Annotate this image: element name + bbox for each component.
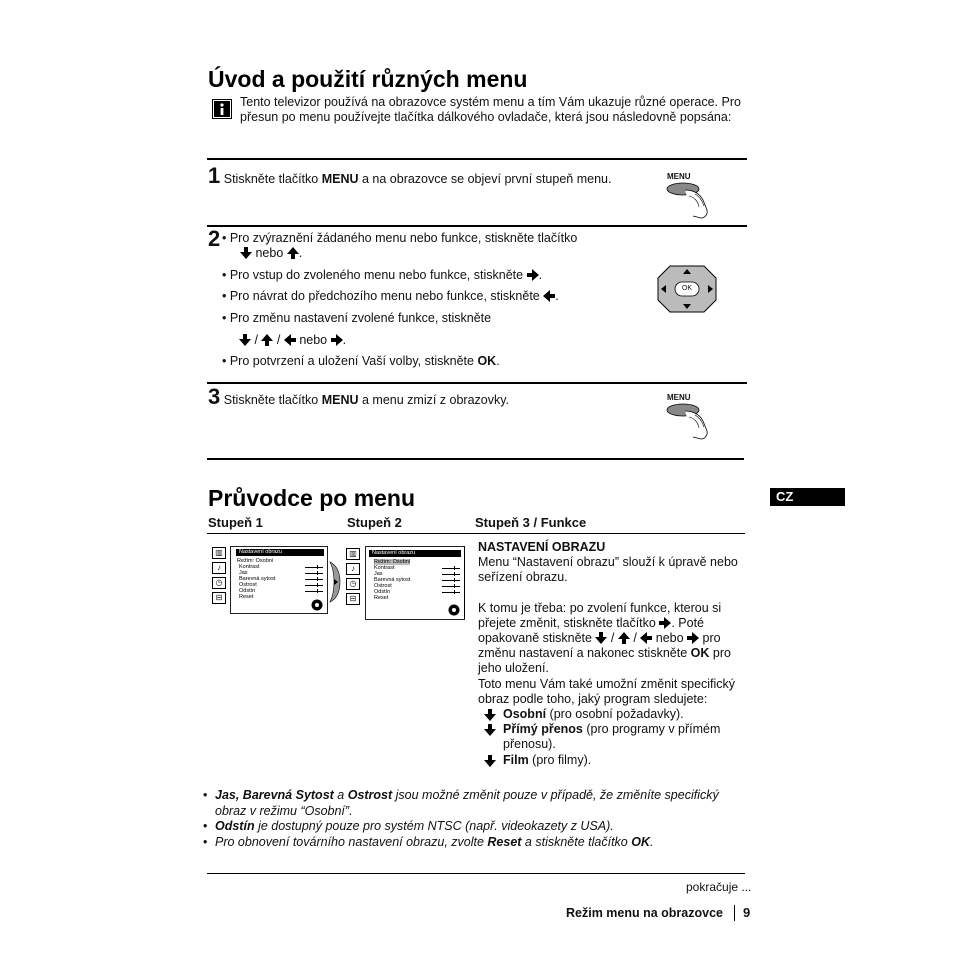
step-number: 2 xyxy=(208,226,221,251)
screen-header: Nastavení obrazu xyxy=(369,550,461,557)
timer-icon: ◷ xyxy=(212,577,226,589)
section-title: Průvodce po menu xyxy=(208,485,416,511)
arrow-right-icon xyxy=(659,617,671,629)
info-icon xyxy=(212,99,232,119)
sound-icon: ♪ xyxy=(346,563,360,575)
arrow-right-icon xyxy=(527,269,539,281)
picture-icon: ▥ xyxy=(346,548,360,560)
step-3 xyxy=(208,386,509,408)
menu-button-illustration xyxy=(665,170,725,230)
menu-screen-level1 xyxy=(230,546,328,614)
step-text: Stiskněte tlačítko MENU a menu zmizí z obrazovky. xyxy=(223,393,510,407)
notes-list xyxy=(203,788,748,850)
menu-label: MENU xyxy=(667,172,691,181)
screen-row: Reset xyxy=(374,595,389,601)
screen-row: Reset xyxy=(239,594,254,600)
joypad-hint-icon xyxy=(311,599,323,611)
column-header-level1: Stupeň 1 xyxy=(208,515,263,530)
arrow-down-icon xyxy=(240,247,252,259)
screen-row: Režim: Osobní xyxy=(237,558,274,564)
step-number: 1 xyxy=(208,163,221,188)
divider xyxy=(207,382,747,384)
step2-bullet-4-arrows: / / nebo . xyxy=(239,333,346,348)
menu-icon-column xyxy=(212,547,226,607)
setup-icon: ⊟ xyxy=(212,592,226,604)
page-number: 9 xyxy=(743,905,751,920)
note-item: • Pro obnovení továrního nastavení obrazu, zvolte Reset a stiskněte tlačítko OK. xyxy=(203,834,654,849)
function-paragraph: Toto menu Vám také umožní změnit specifický obraz podle toho, jaký program sledujete: xyxy=(478,676,736,706)
column-header-level3: Stupeň 3 / Funkce xyxy=(475,515,587,530)
ok-label: OK xyxy=(681,285,693,292)
picture-icon: ▥ xyxy=(212,547,226,559)
arrow-down-icon xyxy=(239,334,251,346)
arrow-right-icon xyxy=(331,334,343,346)
step-number: 3 xyxy=(208,384,221,409)
hand-press-icon xyxy=(665,180,725,230)
footer-section-name: Režim menu na obrazovce xyxy=(566,906,723,920)
arrow-left-icon xyxy=(543,290,555,302)
continues-note: pokračuje ... xyxy=(686,880,752,894)
step-1 xyxy=(208,165,611,187)
intro-text: Tento televizor používá na obrazovce systém menu a tím Vám ukazuje různé operace. Pro přesun po menu používejte tlačítka dálkového ovladače, která jsou následovně popsána: xyxy=(240,95,741,124)
option-item: Osobní (pro osobní požadavky). xyxy=(478,707,748,722)
screen-row: Jas xyxy=(366,571,464,577)
function-paragraph: K tomu je třeba: po zvolení funkce, kterou si přejete změnit, stiskněte tlačítko . Poté opakovaně stiskněte / / nebo pro změnu nastavení a nakonec stiskněte OK pro jeho uložení. xyxy=(478,600,731,676)
arrow-left-icon xyxy=(640,632,652,644)
step2-bullet-5: • Pro potvrzení a uložení Vaší volby, stiskněte OK. xyxy=(222,354,500,368)
page-title: Úvod a použití různých menu xyxy=(208,66,528,92)
timer-icon: ◷ xyxy=(346,578,360,590)
arrow-up-icon xyxy=(261,334,273,346)
arrow-down-icon xyxy=(484,755,496,767)
function-paragraph: Menu “Nastavení obrazu” slouží k úpravě nebo seřízení obrazu. xyxy=(478,555,738,585)
transition-arrow-icon xyxy=(328,560,342,604)
screen-row: Barevná sytost xyxy=(231,576,327,582)
arrow-right-icon xyxy=(687,632,699,644)
menu-icon-column xyxy=(346,548,360,608)
divider xyxy=(207,225,747,227)
screen-header: Nastavení obrazu xyxy=(236,549,324,556)
screen-row: Kontrast xyxy=(366,565,464,571)
screen-row: Ostrost xyxy=(231,582,327,588)
screen-row: Jas xyxy=(231,570,327,576)
divider xyxy=(207,873,745,874)
column-header-level2: Stupeň 2 xyxy=(347,515,402,530)
function-description xyxy=(478,540,748,768)
step2-bullet-4: • Pro změnu nastavení zvolené funkce, stiskněte xyxy=(222,311,492,325)
footer-divider xyxy=(734,905,735,921)
step-2 xyxy=(208,228,220,250)
divider xyxy=(207,158,747,160)
note-item: • Jas, Barevná Sytost a Ostrost jsou možné změnit pouze v případě, že změníte specifický obraz v režimu “Osobní”. xyxy=(203,788,719,818)
screen-row: Odstín xyxy=(231,588,327,594)
screen-row: Barevná sytost xyxy=(366,577,464,583)
column-divider xyxy=(464,546,465,618)
note-item: • Odstín je dostupný pouze pro systém NTSC (např. videokazety z USA). xyxy=(203,819,614,833)
divider xyxy=(207,458,744,460)
joypad-hint-icon xyxy=(448,604,460,616)
option-item: Přímý přenos (pro programy v přímém přenosu). xyxy=(478,722,748,752)
joypad-illustration xyxy=(656,264,718,314)
arrow-down-icon xyxy=(484,724,496,736)
step2-bullet-3: • Pro návrat do předchozího menu nebo funkce, stiskněte . xyxy=(222,289,559,303)
step2-bullet-2: • Pro vstup do zvoleného menu nebo funkce, stiskněte . xyxy=(222,268,543,282)
setup-icon: ⊟ xyxy=(346,593,360,605)
menu-label: MENU xyxy=(667,393,691,402)
screen-row-selected: Režim: Osobní xyxy=(374,559,411,565)
function-heading: NASTAVENÍ OBRAZU xyxy=(478,540,606,554)
option-item: Film (pro filmy). xyxy=(478,753,748,768)
screen-row: Kontrast xyxy=(231,564,327,570)
sound-icon: ♪ xyxy=(212,562,226,574)
step-text: Stiskněte tlačítko MENU a na obrazovce se objeví první stupeň menu. xyxy=(223,172,612,186)
arrow-up-icon xyxy=(618,632,630,644)
language-tab: CZ xyxy=(770,488,845,506)
step2-bullet-1: • Pro zvýraznění žádaného menu nebo funkce, stiskněte tlačítko nebo . xyxy=(222,231,578,260)
arrow-down-icon xyxy=(595,632,607,644)
arrow-up-icon xyxy=(287,247,299,259)
menu-button-illustration xyxy=(665,391,725,451)
arrow-left-icon xyxy=(284,334,296,346)
divider xyxy=(207,533,745,534)
screen-row: Odstín xyxy=(366,589,464,595)
menu-screen-level2 xyxy=(365,546,465,620)
hand-press-icon xyxy=(665,401,725,451)
arrow-down-icon xyxy=(484,709,496,721)
screen-row: Ostrost xyxy=(366,583,464,589)
